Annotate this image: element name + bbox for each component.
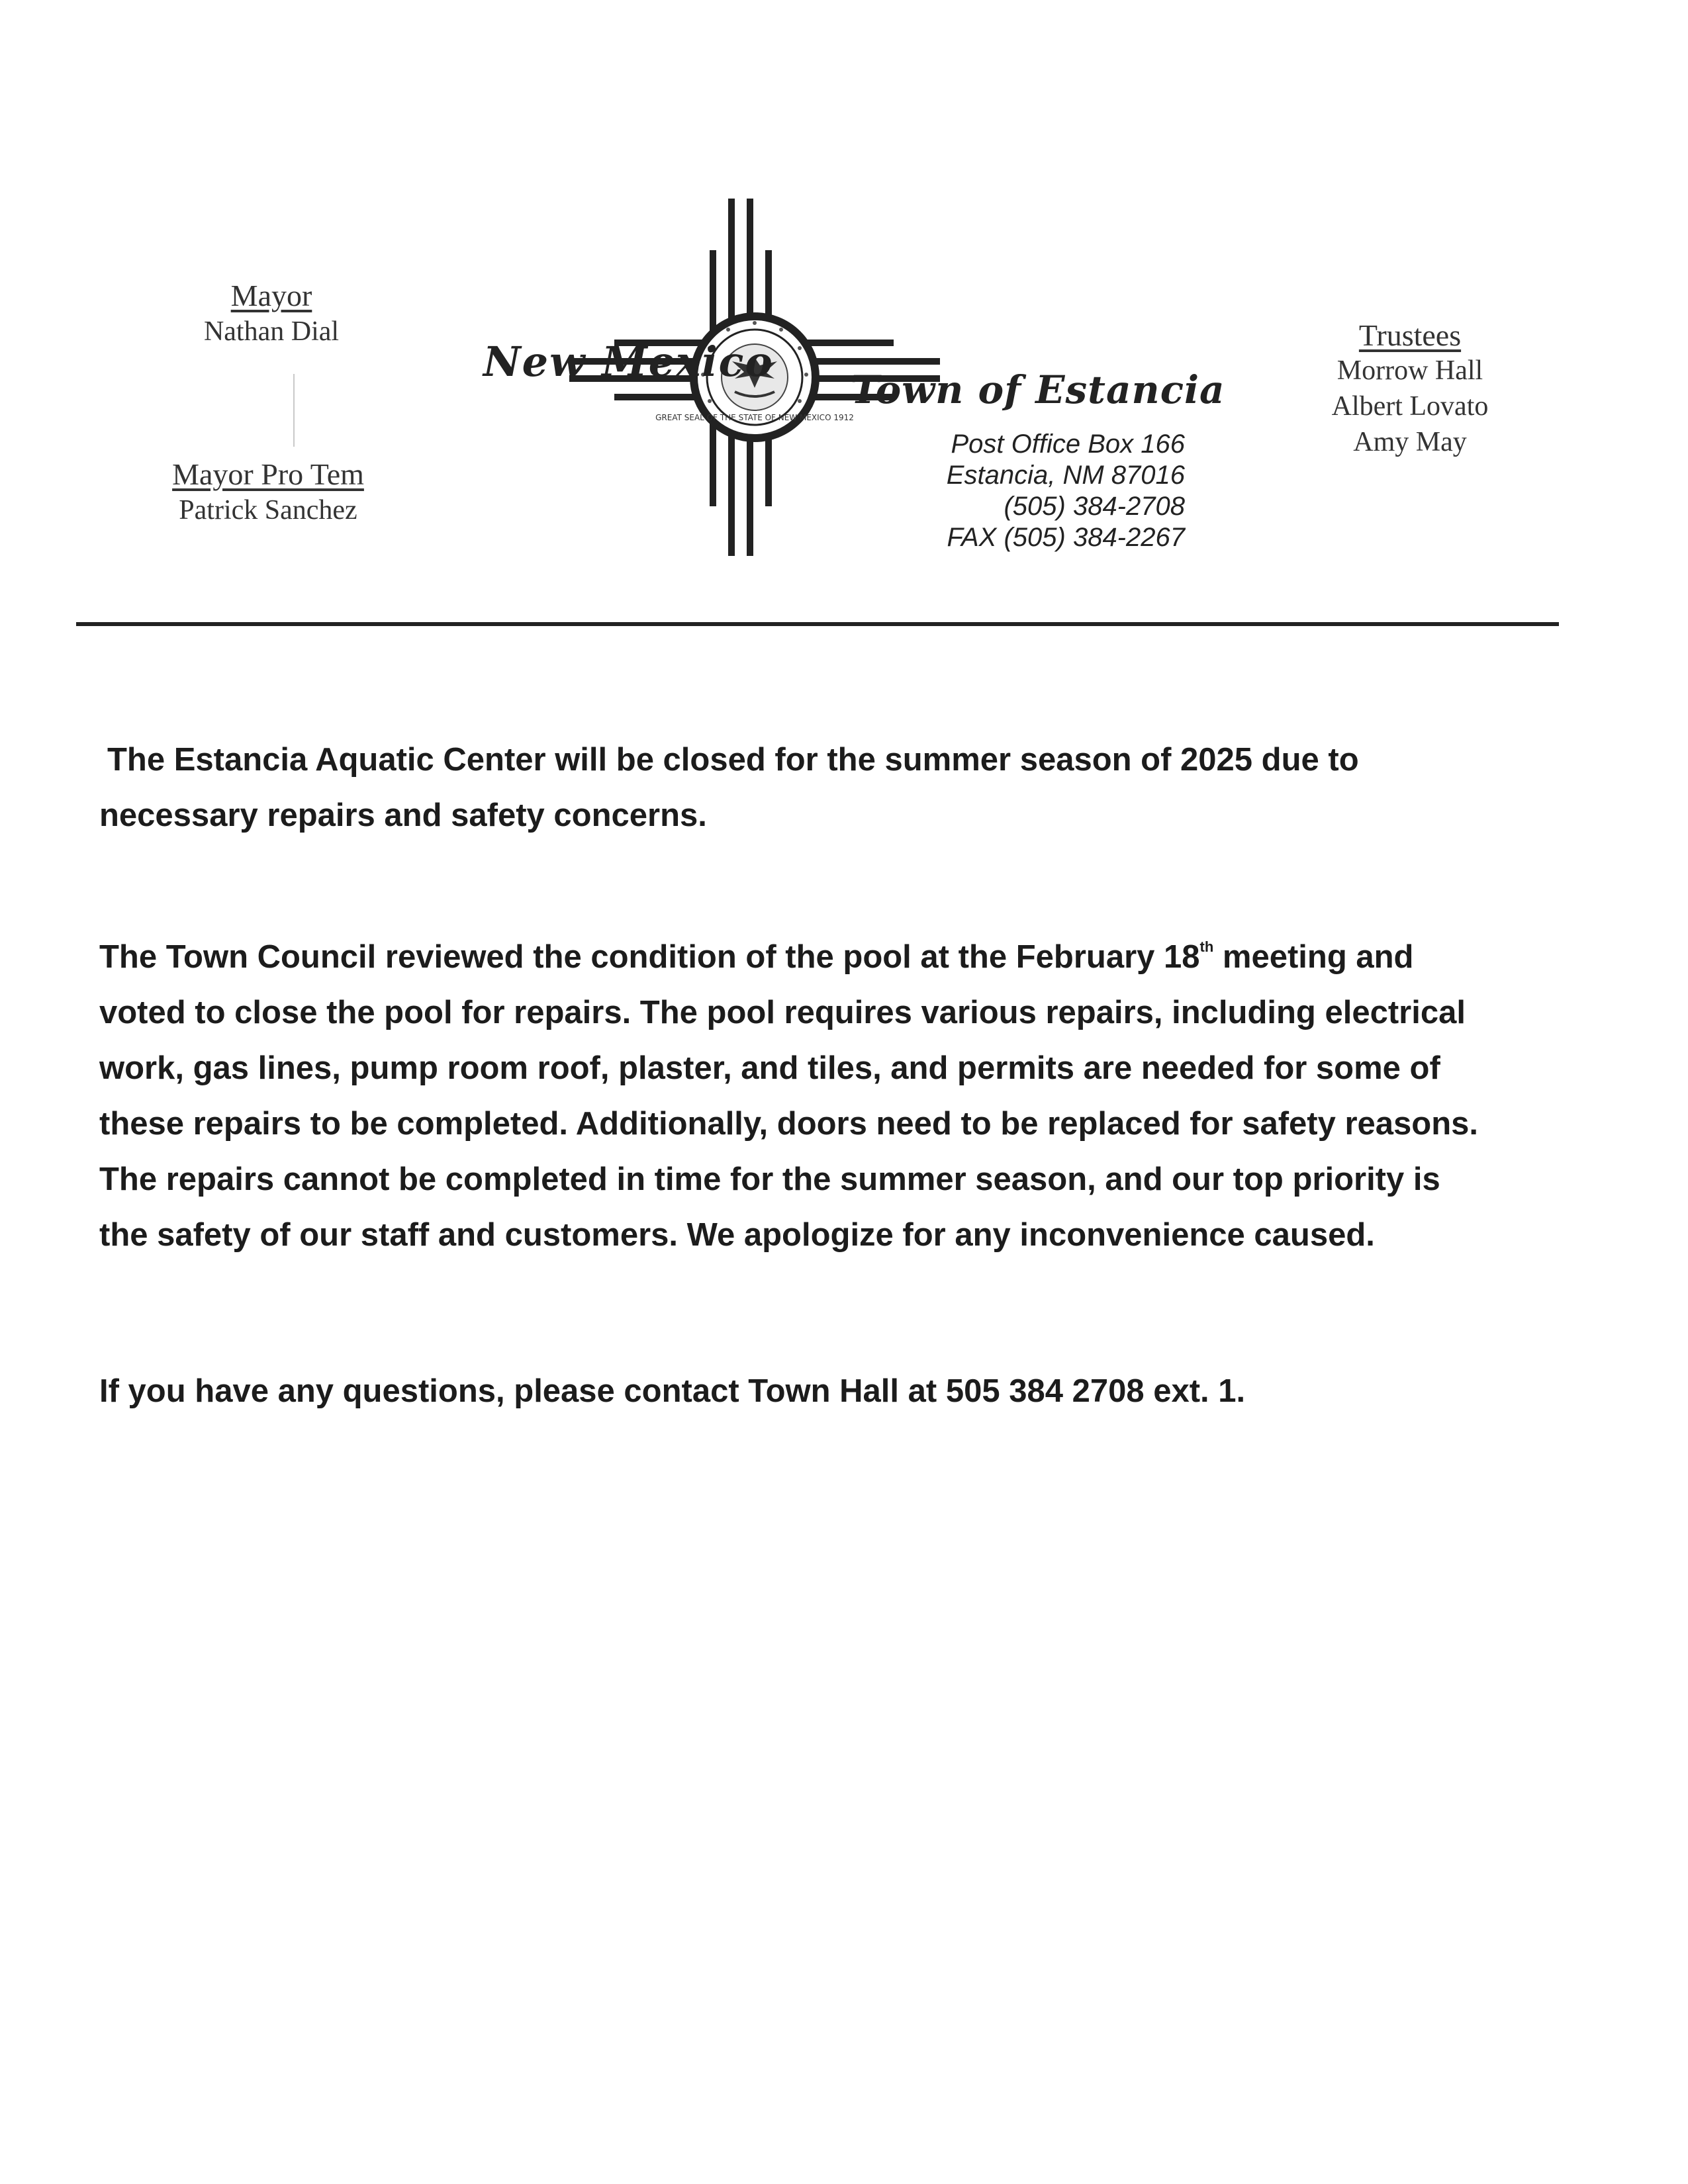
text-line: work, gas lines, pump room roof, plaster, and tiles, and permits are needed for some of — [99, 1050, 1440, 1086]
mayor-title: Mayor — [230, 279, 312, 312]
address-line2: Estancia, NM 87016 — [946, 461, 1185, 490]
text-line: voted to close the pool for repairs. The pool requires various repairs, including electrical — [99, 995, 1466, 1030]
trustees-title: Trustees — [1358, 318, 1462, 352]
mayor-pro-tem-name: Patrick Sanchez — [179, 495, 357, 525]
text-line: If you have any questions, please contact Town Hall at 505 384 2708 ext. 1. — [99, 1373, 1246, 1409]
text-line: The Estancia Aquatic Center will be closed for the summer season of 2025 due to — [107, 742, 1359, 778]
trustee-name: Morrow Hall — [1336, 355, 1483, 386]
address-block — [907, 429, 1185, 553]
state-wordmark: New Mexico — [483, 338, 774, 386]
mayor-pro-tem-block — [142, 457, 394, 526]
mayor-block — [159, 278, 384, 347]
trustee-name: Amy May — [1353, 427, 1467, 457]
seal-text: GREAT SEAL OF THE STATE OF NEW MEXICO 1912 — [655, 413, 854, 422]
fax-number: FAX (505) 384-2267 — [947, 523, 1185, 552]
text-segment: meeting and — [1213, 939, 1414, 975]
mayor-name: Nathan Dial — [203, 316, 340, 347]
mayor-pro-tem-title: Mayor Pro Tem — [172, 457, 364, 491]
phone-number: (505) 384-2708 — [1004, 492, 1185, 521]
ordinal-suffix: th — [1199, 938, 1214, 955]
text-line: The repairs cannot be completed in time for the summer season, and our top priority is — [99, 1161, 1440, 1197]
address-line1: Post Office Box 166 — [951, 430, 1185, 459]
text-line: necessary repairs and safety concerns. — [99, 797, 707, 833]
council-decision-paragraph — [99, 929, 1575, 1263]
text-line: the safety of our staff and customers. We apologize for any inconvenience caused. — [99, 1217, 1375, 1253]
text-segment: The Town Council reviewed the condition of the pool at the February 18 — [99, 939, 1200, 975]
trustee-name: Albert Lovato — [1331, 391, 1489, 422]
contact-paragraph — [99, 1363, 1575, 1419]
closure-notice-paragraph — [99, 732, 1575, 843]
trustees-block — [1297, 318, 1523, 460]
header-rule — [76, 622, 1559, 626]
text-line — [99, 929, 1575, 985]
decorative-divider — [293, 374, 295, 447]
text-line: these repairs to be completed. Additionally, doors need to be replaced for safety reasons. — [99, 1106, 1479, 1142]
town-wordmark: Town of Estancia — [851, 367, 1225, 412]
